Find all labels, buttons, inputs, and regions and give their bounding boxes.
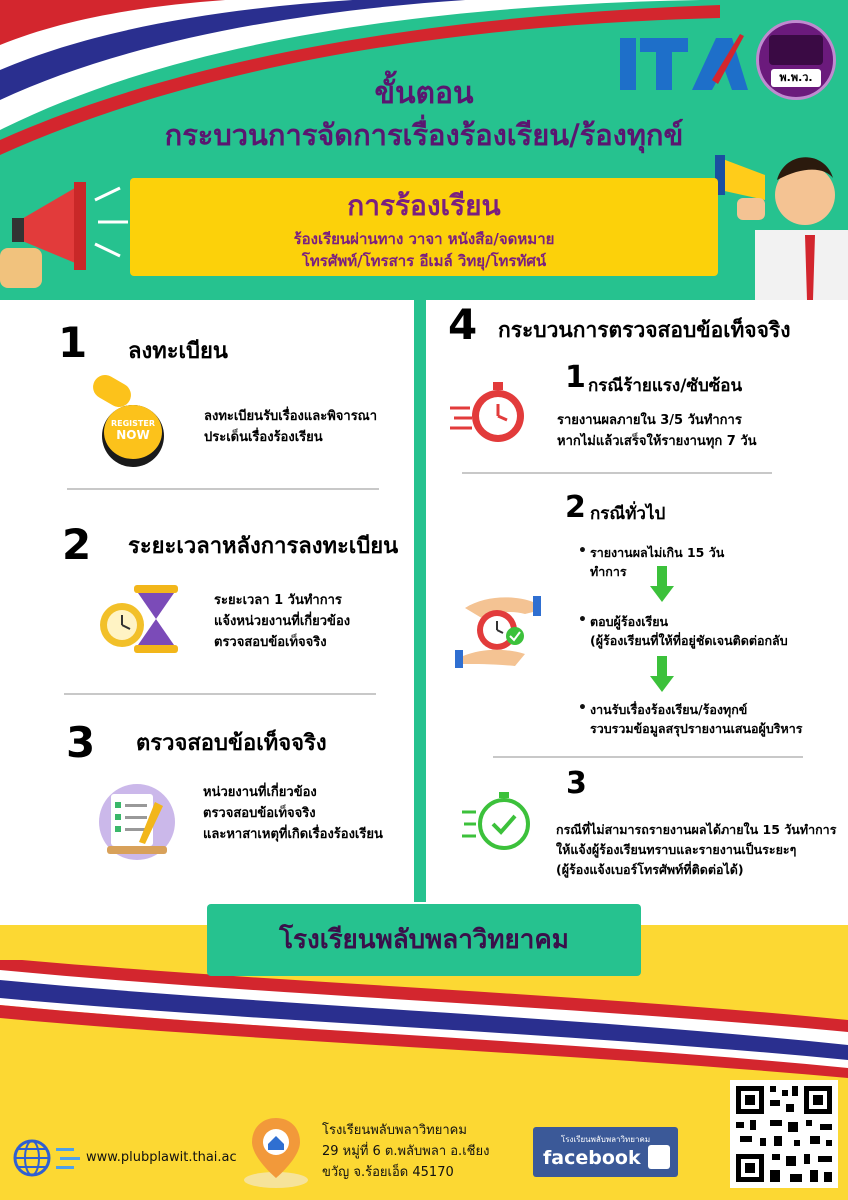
- megaphone-left-icon: [0, 160, 140, 300]
- checklist-icon: [97, 782, 177, 862]
- case1-title: กรณีร้ายแรง/ซับซ้อน: [588, 376, 743, 396]
- case1-desc: [557, 410, 757, 452]
- case2-b1-line2: ทำการ: [590, 564, 627, 579]
- flag-ribbon-bottom: [0, 960, 848, 1080]
- hourglass-clock-icon: [96, 585, 186, 655]
- case2-b1-line1: รายงานผลไม่เกิน 15 วัน: [590, 545, 725, 560]
- stopwatch-fast-icon: [448, 378, 528, 448]
- case2-bullet2: [590, 612, 788, 650]
- step2-title: ระยะเวลาหลังการลงทะเบียน: [128, 534, 399, 559]
- facebook-label: facebook: [543, 1147, 641, 1169]
- bullet-dot: •: [578, 700, 587, 716]
- step3-title: ตรวจสอบข้อเท็จจริง: [136, 731, 327, 756]
- step2-line1: ระยะเวลา 1 วันทำการ: [214, 593, 342, 608]
- step3-line2: ตรวจสอบข้อเท็จจริง: [203, 806, 316, 821]
- column-divider: [414, 282, 426, 902]
- case2-b3-line1: งานรับเรื่องร้องเรียน/ร้องทุกข์: [590, 702, 748, 717]
- case2-b3-line2: รวบรวมข้อมูลสรุปรายงานเสนอผู้บริหาร: [590, 721, 803, 736]
- facebook-page-name: โรงเรียนพลับพลาวิทยาคม: [560, 1135, 651, 1144]
- man-megaphone-icon: [715, 140, 848, 300]
- address-line2: 29 หมู่ที่ 6 ต.พลับพลา อ.เชียง: [322, 1144, 490, 1159]
- step1-desc: [204, 406, 377, 448]
- page-title-line2: กระบวนการจัดการเรื่องร้องเรียน/ร้องทุกข์: [164, 118, 684, 152]
- separator-1: [67, 488, 379, 490]
- separator-2: [64, 693, 376, 695]
- separator-4b: [493, 756, 803, 758]
- seal-label: พ.พ.ว.: [771, 69, 821, 87]
- globe-icon: [12, 1138, 82, 1178]
- school-seal: [756, 20, 836, 100]
- address-line3: ขวัญ จ.ร้อยเอ็ด 45170: [322, 1165, 454, 1180]
- school-name-banner: โรงเรียนพลับพลาวิทยาคม: [207, 904, 641, 976]
- step2-number: 2: [62, 520, 92, 569]
- complaint-line2: โทรศัพท์/โทรสาร อีเมล์ วิทยุ/โทรทัศน์: [301, 252, 547, 270]
- step4-title: กระบวนการตรวจสอบข้อเท็จจริง: [498, 318, 791, 342]
- arrow-down-icon: [650, 566, 674, 604]
- step3-number: 3: [66, 718, 96, 767]
- case2-title: กรณีทั่วไป: [590, 504, 666, 524]
- case2-b2-line2: (ผู้ร้องเรียนที่ให้ที่อยู่ชัดเจนติดต่อกลับ: [590, 633, 788, 648]
- step1-title: ลงทะเบียน: [128, 339, 228, 364]
- case3-line3: (ผู้ร้องแจ้งเบอร์โทรศัพท์ที่ติดต่อได้): [556, 862, 744, 877]
- case1-line2: หากไม่แล้วเสร็จให้รายงานทุก 7 วัน: [557, 434, 757, 449]
- temple-icon: [769, 35, 823, 65]
- step2-line3: ตรวจสอบข้อเท็จจริง: [214, 635, 327, 650]
- case1-number: 1: [565, 360, 586, 395]
- case2-number: 2: [565, 490, 586, 525]
- hands-clock-icon: [455, 590, 545, 670]
- complaint-title: การร้องเรียน: [347, 189, 501, 222]
- bullet-dot: •: [578, 543, 587, 559]
- step3-desc: [203, 782, 383, 845]
- register-badge-line1: REGISTER: [110, 419, 155, 428]
- school-address: [322, 1120, 489, 1183]
- facebook-button[interactable]: [533, 1127, 678, 1177]
- case2-b2-line1: ตอบผู้ร้องเรียน: [590, 614, 669, 629]
- case3-number: 3: [566, 766, 587, 801]
- case1-line1: รายงานผลภายใน 3/5 วันทำการ: [557, 413, 742, 428]
- case2-bullet3: [590, 700, 803, 738]
- address-line1: โรงเรียนพลับพลาวิทยาคม: [322, 1123, 467, 1138]
- step1-line2: ประเด็นเรื่องร้องเรียน: [204, 430, 323, 445]
- step2-line2: แจ้งหน่วยงานที่เกี่ยวข้อง: [214, 614, 351, 629]
- complaint-channels-box: [130, 178, 718, 276]
- bullet-dot: •: [578, 612, 587, 628]
- qr-code-icon[interactable]: [730, 1080, 838, 1188]
- stopwatch-check-icon: [462, 790, 532, 854]
- location-pin-icon: [240, 1110, 315, 1190]
- step2-desc: [214, 590, 350, 653]
- case3-line1: กรณีที่ไม่สามารถรายงานผลได้ภายใน 15 วันทำการ: [556, 822, 837, 837]
- step3-line1: หน่วยงานที่เกี่ยวข้อง: [203, 785, 317, 800]
- case3-line2: ให้แจ้งผู้ร้องเรียนทราบและรายงานเป็นระยะๆ: [556, 842, 797, 857]
- step1-line1: ลงทะเบียนรับเรื่องและพิจารณา: [204, 409, 378, 424]
- ita-logo: [620, 30, 750, 94]
- step3-line3: และหาสาเหตุที่เกิดเรื่องร้องเรียน: [203, 827, 383, 842]
- separator-4a: [462, 472, 772, 474]
- page-title-line1: ขั้นตอน: [374, 76, 474, 111]
- complaint-line1: ร้องเรียนผ่านทาง วาจา หนังสือ/จดหมาย: [293, 230, 555, 248]
- step1-number: 1: [58, 318, 88, 367]
- step4-number: 4: [448, 300, 478, 349]
- register-now-icon: [92, 375, 172, 467]
- ita-logo-icon: [620, 30, 750, 94]
- website-link[interactable]: www.plubplawit.thai.ac: [86, 1150, 237, 1165]
- case3-desc: [556, 820, 836, 880]
- thumbs-up-icon: [648, 1145, 670, 1169]
- arrow-down-icon: [650, 656, 674, 694]
- register-badge-line2: NOW: [116, 428, 150, 442]
